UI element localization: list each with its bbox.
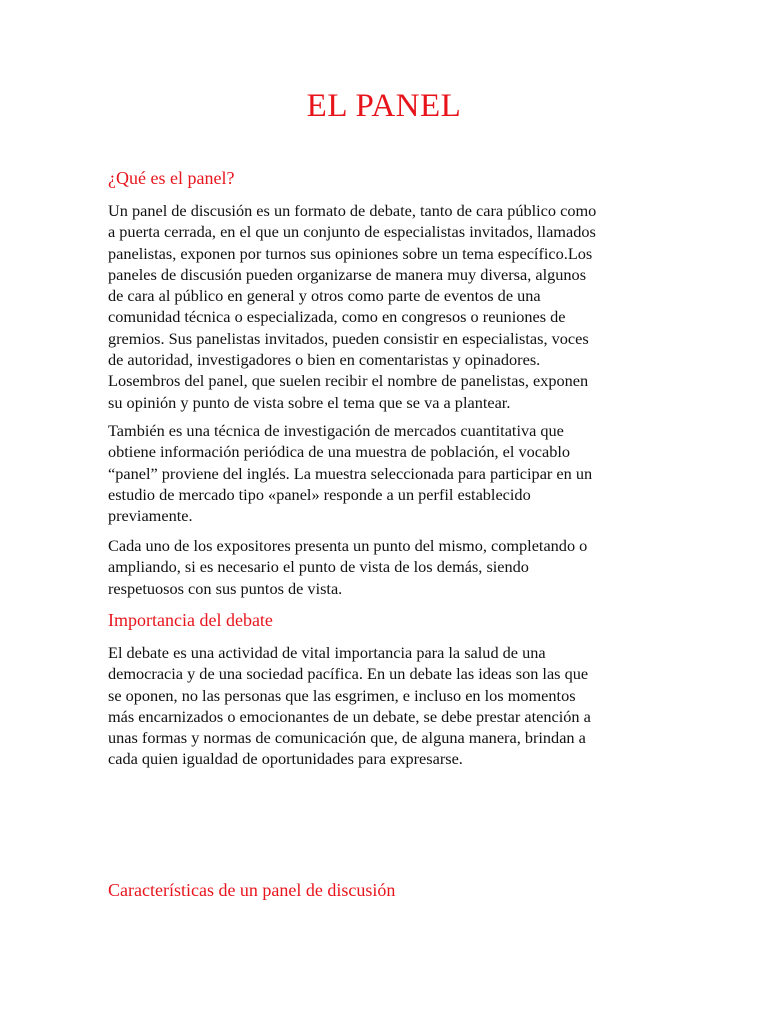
section-heading-que-es-el-panel: ¿Qué es el panel? [108,168,235,188]
text-line: panelistas, exponen por turnos sus opiniones sobre un tema específico.Los [108,243,593,263]
text-line: se oponen, no las personas que las esgrimen, e incluso en los momentos [108,685,576,705]
text-line: estudio de mercado tipo «panel» responde a un perfil establecido [108,484,531,504]
section-heading-caracteristicas: Características de un panel de discusión [108,880,396,900]
paragraph-expositores [108,535,658,599]
text-line: paneles de discusión pueden organizarse de manera muy diversa, algunos [108,264,587,284]
text-line: El debate es una actividad de vital importancia para la salud de una [108,643,546,662]
section-heading-importancia-del-debate: Importancia del debate [108,610,273,630]
text-line: cada quien igualdad de oportunidades para expresarse. [108,749,463,769]
paragraph-debate [108,642,658,770]
text-line: previamente. [108,506,193,526]
text-line: comunidad técnica o especializada, como en congresos o reuniones de [108,307,566,327]
text-line: obtiene información periódica de una muestra de población, el vocablo [108,442,571,462]
text-line: de autoridad, investigadores o bien en comentaristas y opinadores. [108,350,541,370]
text-line: Losembros del panel, que suelen recibir el nombre de panelistas, exponen [108,371,589,391]
paragraph-market-research [108,420,658,526]
text-line: “panel” proviene del inglés. La muestra seleccionada para participar en un [108,463,593,483]
text-line: Un panel de discusión es un formato de debate, tanto de cara público como [108,201,597,220]
text-line: democracia y de una sociedad pacífica. En un debate las ideas son las que [108,664,589,684]
text-line: ampliando, si es necesario el punto de vista de los demás, siendo [108,557,529,577]
text-line: respetuosos con sus puntos de vista. [108,578,343,598]
text-line: más encarnizados o emocionantes de un debate, se debe prestar atención a [108,706,591,726]
text-line: unas formas y normas de comunicación que, de alguna manera, brindan a [108,728,586,748]
text-line: su opinión y punto de vista sobre el tema que se va a plantear. [108,392,511,412]
text-line: gremios. Sus panelistas invitados, pueden consistir en especialistas, voces [108,328,589,348]
document-title: EL PANEL [306,88,462,124]
text-line: de cara al público en general y otros como parte de eventos de una [108,286,541,306]
paragraph-definition [108,200,658,413]
text-line: También es una técnica de investigación de mercados cuantitativa que [108,421,564,440]
text-line: Cada uno de los expositores presenta un punto del mismo, completando o [108,536,588,555]
text-line: a puerta cerrada, en el que un conjunto de especialistas invitados, llamados [108,222,596,242]
